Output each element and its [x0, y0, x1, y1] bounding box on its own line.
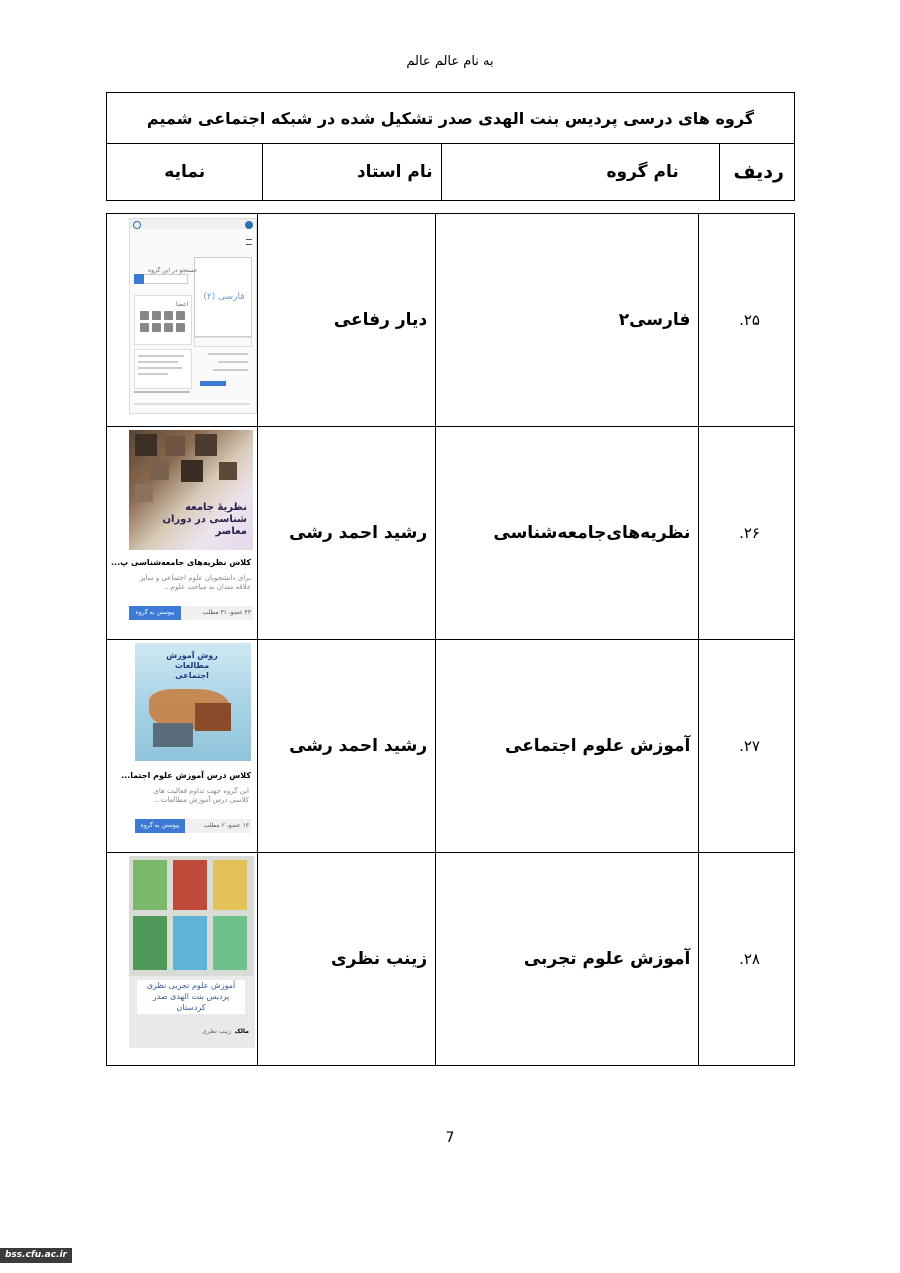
- book-covers-photo: [129, 856, 253, 976]
- owner-name: زینب نظری: [202, 1028, 231, 1035]
- group-card-thumbnail: [121, 643, 253, 837]
- page-number: 7: [445, 1130, 455, 1146]
- table-title: گروه های درسی پردیس بنت الهدی صدر تشکیل شده در شبکه اجتماعی شمیم: [107, 93, 795, 144]
- row-number: ۲۸.: [699, 853, 795, 1066]
- table-row: [107, 853, 795, 1066]
- join-group-button[interactable]: پیوستن به گروه: [135, 819, 185, 833]
- group-stats: ۱۳ عضو، ۲ مطلب: [203, 822, 249, 829]
- preview-cell: [107, 214, 258, 427]
- teacher-name: رشید احمد رشی: [257, 640, 436, 853]
- group-photo-thumbnail: [129, 856, 255, 1048]
- row-number: ۲۶.: [699, 427, 795, 640]
- group-stats: ۴۳ عضو، ۳۱ مطلب: [202, 609, 251, 616]
- table-row: [107, 640, 795, 853]
- avatar: [140, 323, 149, 332]
- col-header-preview: نمایه: [107, 144, 263, 201]
- preview-cell: [107, 853, 258, 1066]
- avatar: [176, 323, 185, 332]
- teacher-name: دیار رفاعی: [257, 214, 436, 427]
- book-cover-title: فارسی (۲): [203, 292, 245, 302]
- row-number: ۲۷.: [699, 640, 795, 853]
- group-name: فارسی۲: [436, 214, 699, 427]
- group-screenshot-thumbnail: [129, 218, 257, 414]
- preview-cell: [107, 427, 258, 640]
- group-name: آموزش علوم تجربی: [436, 853, 699, 1066]
- teacher-name: رشید احمد رشی: [257, 427, 436, 640]
- book-cover-image: [135, 643, 251, 761]
- table-row: [107, 427, 795, 640]
- col-header-row: ردیف: [719, 144, 794, 201]
- search-icon: [133, 221, 141, 229]
- group-card-title: کلاس نظریه‌های جامعه‌شناسی پ...: [111, 558, 251, 567]
- site-watermark-badge[interactable]: bss.cfu.ac.ir: [0, 1248, 72, 1263]
- groups-table: [106, 213, 795, 1066]
- group-card-thumbnail: [111, 430, 255, 624]
- group-name: نظریه‌های‌جامعه‌شناسی: [436, 427, 699, 640]
- title-table: [106, 92, 795, 201]
- owner-label: مالک: [234, 1028, 249, 1035]
- group-card-description: برای دانشجویان علوم اجتماعی و سایر علاقه مندان به مباحث علوم...: [139, 574, 251, 591]
- join-group-button[interactable]: پیوستن به گروه: [129, 606, 181, 620]
- teacher-name: زینب نظری: [257, 853, 436, 1066]
- search-button[interactable]: [134, 274, 144, 284]
- avatar: [176, 311, 185, 320]
- avatar: [152, 323, 161, 332]
- search-label: جستجو در این گروه: [148, 267, 198, 274]
- members-label: اعضا: [176, 301, 189, 308]
- col-header-group: نام گروه: [441, 144, 719, 201]
- menu-icon: [246, 239, 252, 245]
- avatar: [152, 311, 161, 320]
- group-card-description: این گروه جهت تداوم فعالیت های کلاسی درس آموزش مطالعات...: [153, 787, 249, 804]
- row-number: ۲۵.: [699, 214, 795, 427]
- preview-cell: [107, 640, 258, 853]
- book-cover-title: نظریهٔ جامعه شناسی در دوران معاصر: [162, 502, 247, 537]
- book-cover-title: روش آموزش مطالعات اجتماعی: [166, 651, 218, 680]
- avatar: [140, 311, 149, 320]
- group-card-title: کلاس درس آموزش علوم اجتما...: [121, 771, 251, 780]
- logo-icon: [245, 221, 253, 229]
- group-name: آموزش علوم اجتماعی: [436, 640, 699, 853]
- col-header-teacher: نام استاد: [263, 144, 441, 201]
- table-row: [107, 214, 795, 427]
- book-cover-image: [129, 430, 253, 550]
- avatar: [164, 311, 173, 320]
- avatar: [164, 323, 173, 332]
- page-header: به نام عالم عالم: [406, 54, 494, 69]
- group-photo-caption: آموزش علوم تجربی نظری پردیس بنت الهدی صدر کردستان: [137, 980, 245, 1014]
